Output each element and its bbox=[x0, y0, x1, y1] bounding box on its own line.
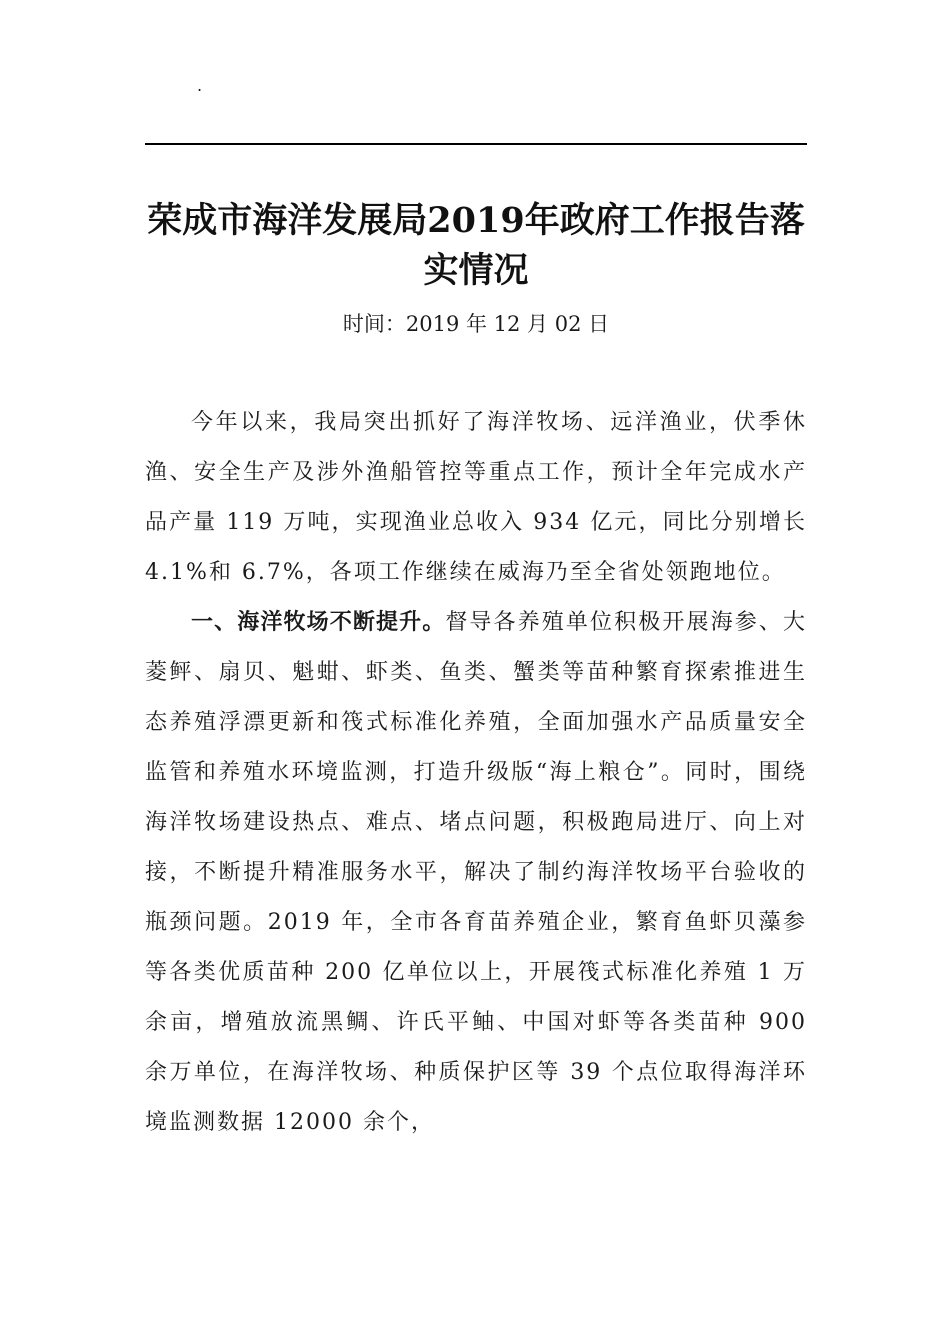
header-divider bbox=[145, 143, 807, 145]
paragraph-intro bbox=[145, 398, 807, 598]
document-title: 荣成市海洋发展局2019年政府工作报告落实情况 bbox=[147, 200, 805, 291]
paragraph-section-1-text: 督导各养殖单位积极开展海参、大菱鲆、扇贝、魁蚶、虾类、鱼类、蟹类等苗种繁育探索推进生态养殖浮漂更新和筏式标准化养殖，全面加强水产品质量安全监管和养殖水环境监测，打造升级版“海上粮仓”。同时，围绕海洋牧场建设热点、难点、堵点问题，积极跑局进厅、向上对接，不断提升精准服务水平，解决了制约海洋牧场平台验收的瓶颈问题。2019 年，全市各育苗养殖企业，繁育鱼虾贝藻参等各类优质苗种 200 亿单位以上，开展筏式标准化养殖 1 万余亩，增殖放流黑鲷、许氏平鲉、中国对虾等各类苗种 900 余万单位，在海洋牧场、种质保护区等 39 个点位取得海洋环境监测数据 12000 余个， bbox=[145, 610, 807, 1135]
section-1-heading: 一、海洋牧场不断提升。 bbox=[191, 610, 446, 635]
document-date: 时间：2019 年 12 月 02 日 bbox=[342, 312, 610, 336]
paragraph-section-1 bbox=[145, 598, 807, 1148]
paragraph-intro-text: 今年以来，我局突出抓好了海洋牧场、远洋渔业，伏季休渔、安全生产及涉外渔船管控等重点工作，预计全年完成水产品产量 119 万吨，实现渔业总收入 934 亿元，同比分别增长 4.1%和 6.7%，各项工作继续在威海乃至全省处领跑地位。 bbox=[145, 410, 807, 585]
document-body bbox=[145, 398, 807, 1148]
header-mark: . bbox=[197, 76, 203, 95]
